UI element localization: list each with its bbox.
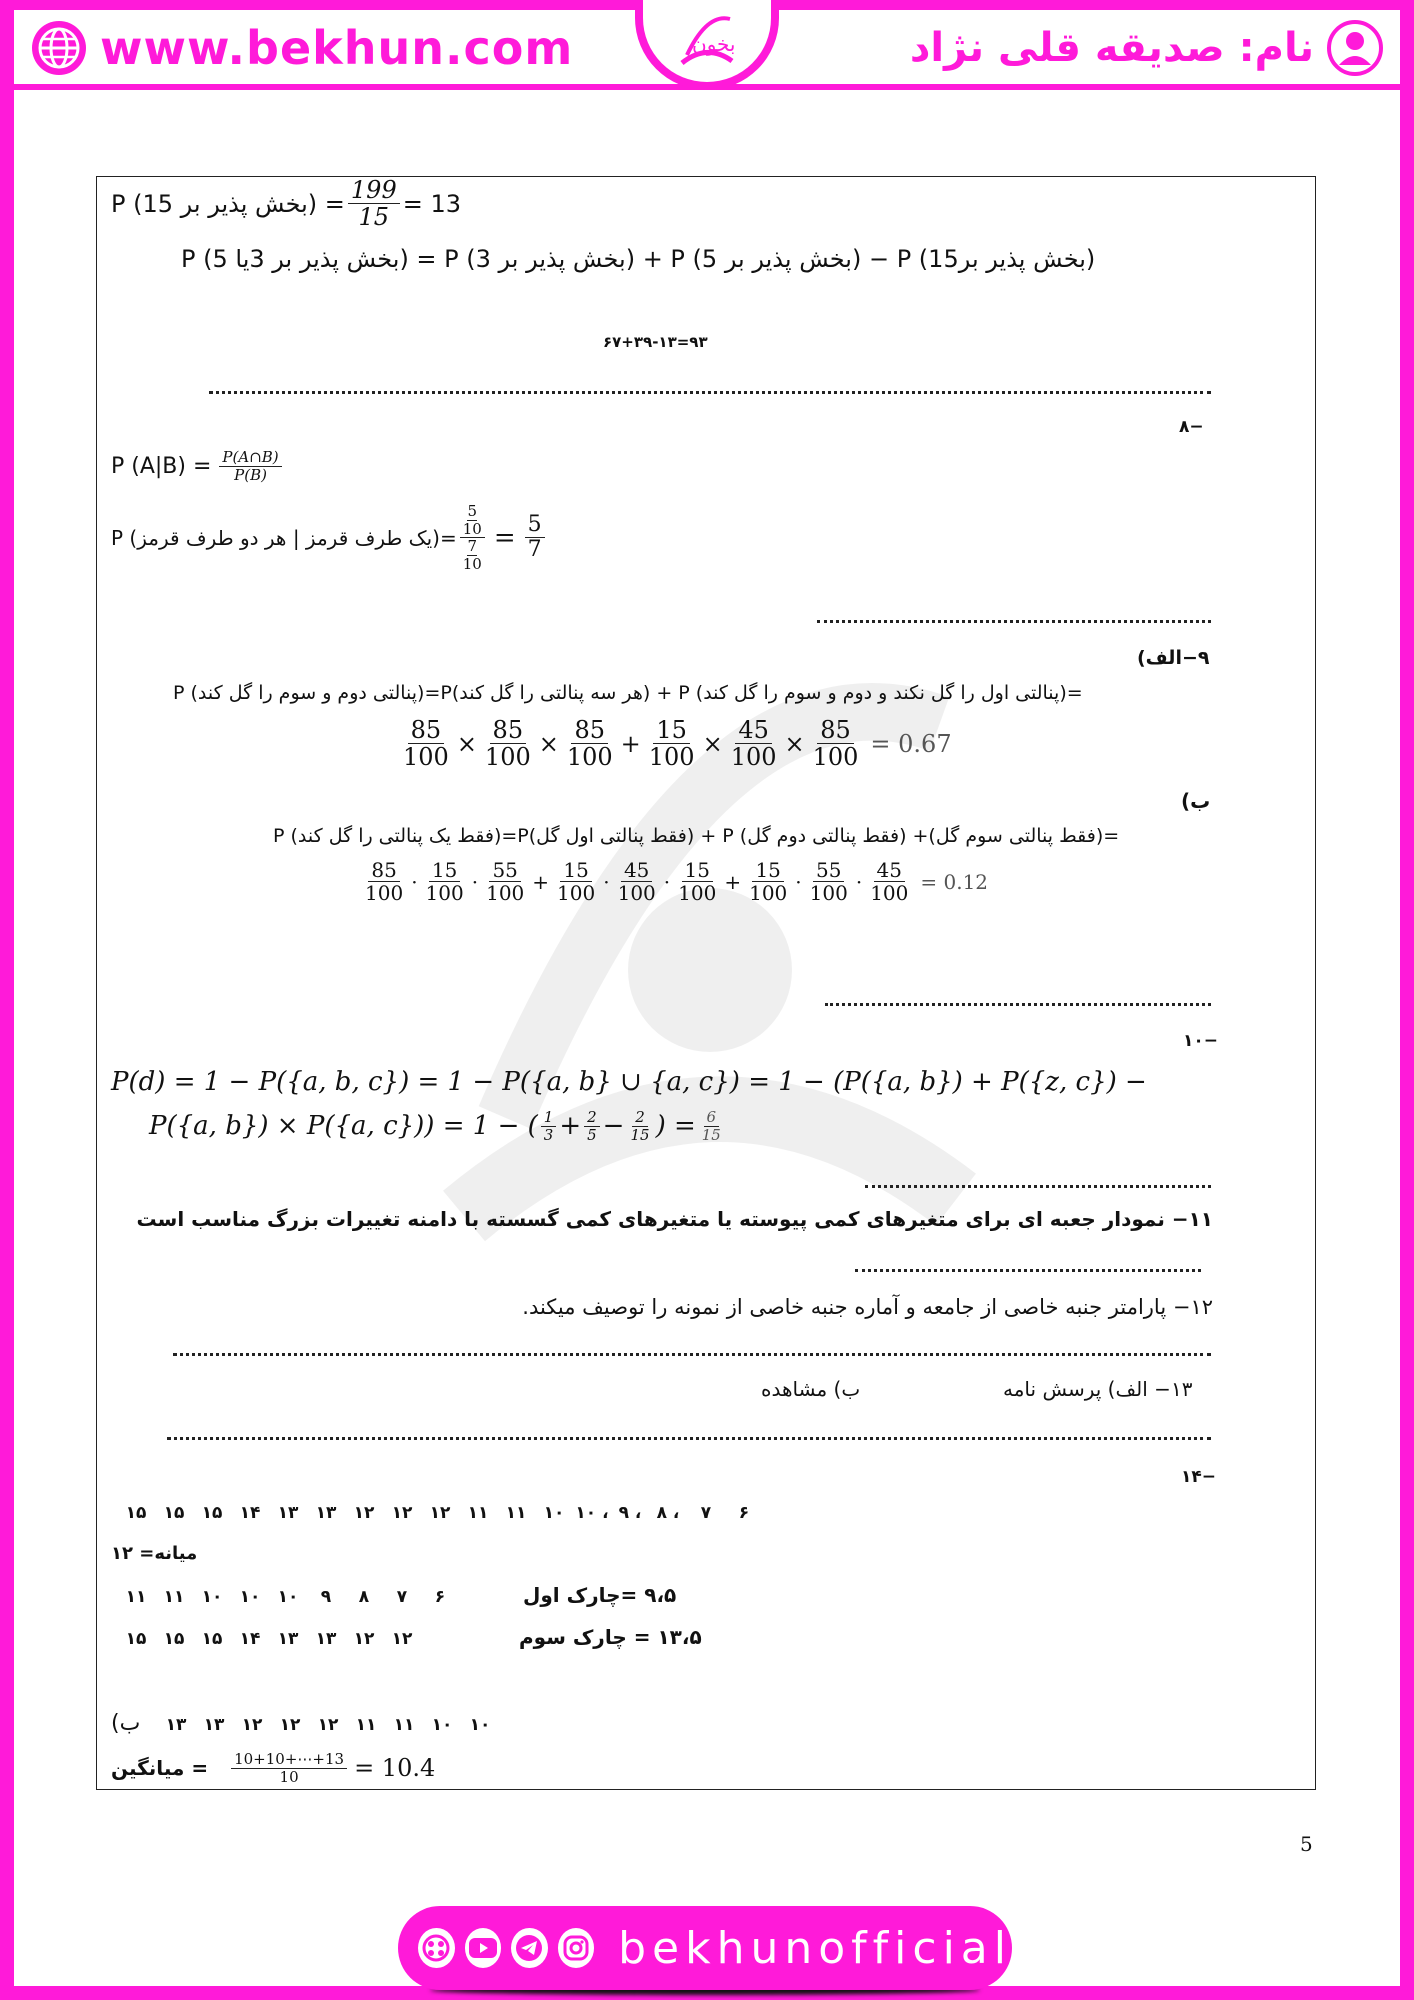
number-cell: ۶ — [738, 1503, 750, 1523]
q7-line1-rhs: = 13 — [402, 189, 461, 218]
q10-frac-3 — [627, 1109, 652, 1143]
q10-line2: P({a, b}) × P({a, c})) = 1 − ( $\frac{1}{3}$ + $\frac{2}{5}$ − $\frac{2}{15}$ ) = $\frac{6}{15}$ — [149, 1109, 727, 1143]
number-cell: ۱۱ — [467, 1503, 489, 1523]
number-cell: ۱۰ — [469, 1715, 491, 1735]
frac-num: 85 — [817, 717, 854, 744]
number-cell: ۱۰ — [543, 1503, 565, 1523]
q10-f1-num: 1 — [541, 1109, 557, 1127]
frac-den: 100 — [809, 881, 848, 905]
operator: × — [702, 729, 723, 758]
q10-line1: P(d) = 1 − P({a, b, c}) = 1 − P({a, b} ∪ {a, c}) = 1 − (P({a, b}) + P({z, c}) − — [111, 1067, 1147, 1097]
operator: · — [411, 869, 418, 894]
site-link[interactable] — [30, 18, 573, 78]
frac-num: 55 — [813, 859, 844, 882]
telegram-icon[interactable] — [511, 1928, 548, 1968]
answer-box — [96, 176, 1316, 1790]
operator: · — [855, 869, 863, 894]
q9-a-text: P (پنالتی دوم و سوم را گل کند)=P(هر سه پنالتی را گل کند) + P (پنالتی اول را گل نکند و دوم و سوم را گل کند)= — [173, 682, 1083, 704]
q9-frac — [746, 859, 790, 904]
q7-fraction — [348, 177, 400, 231]
q13-text-b: ب) مشاهده — [761, 1377, 861, 1401]
q14-b-label: ب) — [111, 1711, 141, 1736]
divider — [855, 1269, 1201, 1272]
q10-f3-num: 2 — [632, 1109, 648, 1127]
number-cell: ۱۴ — [239, 1503, 261, 1523]
q9-result: = 0.67 — [870, 729, 952, 758]
q10-res-num: 6 — [704, 1109, 720, 1127]
q14-mean — [111, 1751, 435, 1785]
divider — [817, 620, 1211, 623]
q8-compound-top — [460, 503, 485, 538]
q8-calc-lhs: P (یک طرف قرمز | هر دو طرف قرمز)= — [111, 525, 457, 550]
q9-frac — [362, 859, 406, 904]
number-cell: ۱۳ — [277, 1629, 299, 1649]
q8-result-num: 5 — [525, 513, 545, 538]
frac-num: 45 — [621, 859, 652, 882]
frac-den: 100 — [870, 881, 909, 905]
number-cell: ۱۲ — [317, 1715, 339, 1735]
number-cell: ۹ ، — [618, 1503, 642, 1523]
page-number: 5 — [1300, 1832, 1313, 1856]
footer-social-bar[interactable] — [398, 1906, 1012, 1990]
q14-median: میانه= ۱۲ — [111, 1543, 198, 1564]
q14-mean-label: = میانگین — [111, 1756, 209, 1780]
number-cell: ۱۲ — [429, 1503, 451, 1523]
number-cell: ۷ — [700, 1503, 712, 1523]
divider — [173, 1353, 1211, 1356]
q10-res-den: 15 — [701, 1125, 721, 1144]
q9-frac — [867, 859, 911, 904]
frac-den: 100 — [730, 743, 777, 772]
q9-frac — [483, 859, 527, 904]
logo-text: بخون — [692, 32, 736, 56]
number-cell: ۱۱ — [125, 1587, 147, 1607]
number-cell: ۱۲ — [241, 1715, 263, 1735]
frac-den: 100 — [678, 881, 717, 905]
q9-b-text: P (فقط یک پنالتی را گل کند)=P(فقط پنالتی اول گل) + P (فقط پنالتی دوم گل) +(فقط پنالتی سوم گل)= — [273, 825, 1120, 847]
q10-f2-den: 5 — [587, 1125, 597, 1144]
number-cell: ۱۵ — [163, 1503, 185, 1523]
user-icon — [1326, 19, 1384, 77]
globe-icon — [30, 19, 88, 77]
q14-label: ۱۴− — [1181, 1467, 1216, 1487]
q10-result-frac — [699, 1109, 724, 1143]
q10-label: ۱۰− — [1183, 1031, 1218, 1051]
number-cell: ۱۰ — [201, 1587, 223, 1607]
operator: × — [456, 729, 477, 758]
q7-line2: P (بخش پذیر بر 3یا 5) = P (بخش پذیر بر 3) + P (بخش پذیر بر 5) − P (بخش پذیر بر15) — [181, 245, 1096, 273]
divider — [825, 1003, 1211, 1006]
q12-text: ۱۲− پارامتر جنبه خاصی از جامعه و آماره جنبه خاصی از نمونه را توصیف میکند. — [522, 1295, 1213, 1319]
frac-den: 100 — [566, 743, 613, 772]
q9-frac — [423, 859, 467, 904]
q8-formula-num: P(A∩B) — [219, 449, 281, 467]
frac-num: 15 — [752, 859, 783, 882]
number-cell: ۱۱ — [163, 1587, 185, 1607]
youtube-icon[interactable] — [465, 1928, 502, 1968]
number-cell: ۶ — [434, 1587, 446, 1607]
frac-den: 100 — [812, 743, 859, 772]
q8-compound-frac — [460, 503, 485, 572]
q8-label: ۸− — [1179, 417, 1204, 437]
number-cell: ۱۳ — [203, 1715, 225, 1735]
number-cell: ۱۰ — [239, 1587, 261, 1607]
number-cell: ۱۵ — [201, 1503, 223, 1523]
frac-num: 15 — [429, 859, 460, 882]
q8-bottom-num: 7 — [467, 537, 478, 555]
q10-f2-num: 2 — [584, 1109, 600, 1127]
number-cell: ۹ — [320, 1587, 332, 1607]
q9-frac — [810, 717, 862, 771]
q9-frac — [807, 859, 851, 904]
operator: × — [538, 729, 559, 758]
frac-num: 15 — [653, 717, 690, 744]
student-name-block — [910, 18, 1384, 78]
q7-frac-den: 15 — [358, 203, 390, 232]
q14-mean-num: 10+10+⋯+13 — [231, 1751, 347, 1769]
q9-frac — [728, 717, 780, 771]
book-logo-icon — [662, 3, 752, 79]
q10-f3-den: 15 — [630, 1125, 650, 1144]
aparat-icon[interactable] — [418, 1928, 455, 1968]
frac-num: 85 — [408, 717, 445, 744]
number-cell: ۱۵ — [201, 1629, 223, 1649]
q9-frac — [675, 859, 719, 904]
q14-q3-label: ۱۳،۵ = چارک سوم — [519, 1625, 702, 1649]
frac-num: 45 — [874, 859, 905, 882]
number-cell: ۱۳ — [315, 1503, 337, 1523]
q14-q3-row — [117, 1629, 421, 1649]
q10-f1-den: 3 — [543, 1125, 554, 1144]
number-cell: ۱۱ — [505, 1503, 527, 1523]
frac-den: 100 — [648, 743, 695, 772]
frac-den: 100 — [365, 881, 404, 905]
q9-label-a: ۹−الف) — [1137, 647, 1210, 669]
q8-result-den: 7 — [527, 537, 542, 562]
q14-mean-frac — [231, 1751, 347, 1785]
number-cell: ۱۱ — [355, 1715, 377, 1735]
number-cell: ۱۰ — [431, 1715, 453, 1735]
q14-mean-result: = 10.4 — [354, 1754, 436, 1782]
q9-frac — [615, 859, 659, 904]
number-cell: ۱۲ — [391, 1629, 413, 1649]
divider — [167, 1437, 1211, 1440]
divider — [865, 1185, 1211, 1188]
frac-num: 15 — [560, 859, 591, 882]
q10-line2-a: P({a, b}) × P({a, c})) = 1 − ( — [149, 1111, 538, 1141]
operator: × — [784, 729, 805, 758]
frac-den: 100 — [484, 743, 531, 772]
frac-num: 85 — [368, 859, 399, 882]
q9-frac — [400, 717, 452, 771]
divider — [209, 391, 1211, 394]
frac-num: 45 — [735, 717, 772, 744]
instagram-icon[interactable] — [558, 1928, 595, 1968]
q8-top-den: 10 — [462, 519, 482, 538]
number-cell: ۱۰ — [277, 1587, 299, 1607]
operator: · — [471, 869, 479, 894]
q14-b-row — [157, 1715, 499, 1735]
number-cell: ۱۵ — [125, 1503, 147, 1523]
operator: · — [663, 869, 671, 894]
number-cell: ۱۵ — [125, 1629, 147, 1649]
q9-b-calc — [359, 859, 988, 904]
q8-top-num: 5 — [467, 502, 478, 520]
q14-q1-row — [117, 1587, 459, 1607]
q8-formula-lhs: P (A|B) = — [111, 453, 212, 479]
operator: + — [620, 729, 641, 758]
q8-formula — [111, 449, 285, 483]
number-cell: ۸ — [358, 1587, 370, 1607]
number-cell: ۱۵ — [163, 1629, 185, 1649]
q7-frac-num: 199 — [348, 177, 400, 204]
site-url[interactable]: www.bekhun.com — [100, 21, 574, 75]
number-cell: ۱۰ ، — [575, 1503, 609, 1523]
frac-num: 55 — [489, 859, 520, 882]
q10-frac-2 — [584, 1109, 600, 1143]
number-cell: ۱۲ — [353, 1503, 375, 1523]
q8-formula-frac — [219, 449, 281, 483]
frac-den: 100 — [749, 881, 788, 905]
operator: · — [795, 869, 802, 894]
number-cell: ۱۱ — [393, 1715, 415, 1735]
q9-frac — [482, 717, 534, 771]
q14-sorted-row — [117, 1503, 763, 1523]
number-cell: ۷ — [396, 1587, 408, 1607]
frac-den: 100 — [403, 743, 449, 772]
number-cell: ۱۲ — [279, 1715, 301, 1735]
student-name: نام: صدیقه قلی نژاد — [909, 25, 1314, 71]
frac-num: 85 — [571, 717, 608, 744]
number-cell: ۸ ، — [656, 1503, 680, 1523]
footer-handle[interactable]: bekhunofficial — [618, 1922, 1012, 1974]
frac-den: 100 — [486, 881, 525, 905]
frac-den: 100 — [425, 881, 464, 905]
number-cell: ۱۳ — [165, 1715, 187, 1735]
frac-num: 15 — [682, 859, 713, 882]
q7-line3: ۶۷+۳۹-۱۳=۹۳ — [603, 333, 708, 351]
q9-frac — [554, 859, 598, 904]
number-cell: ۱۳ — [277, 1503, 299, 1523]
q9-frac — [564, 717, 616, 771]
q13-text-a: ۱۳− الف) پرسش نامه — [1003, 1377, 1193, 1401]
q8-result-frac — [525, 513, 545, 562]
q14-q1-label: ۹،۵ =چارک اول — [523, 1583, 677, 1607]
q9-label-b: ب) — [1181, 789, 1211, 813]
frac-den: 100 — [557, 881, 596, 905]
q10-line2-b: ) = — [655, 1111, 696, 1141]
q9-frac — [646, 717, 698, 771]
number-cell: ۱۲ — [391, 1503, 413, 1523]
operator: · — [603, 869, 610, 894]
number-cell: ۱۴ — [239, 1629, 261, 1649]
q7-line1-lhs: P (بخش پذیر بر 15) = — [111, 189, 345, 218]
frac-num: 85 — [490, 717, 527, 744]
q8-bottom-den: 10 — [462, 554, 482, 573]
frac-den: 100 — [617, 881, 656, 905]
number-cell: ۱۲ — [353, 1629, 375, 1649]
number-cell: ۱۳ — [315, 1629, 337, 1649]
q11-text: ۱۱− نمودار جعبه ای برای متغیرهای کمی پیوسته یا متغیرهای کمی گسسته با دامنه تغییرات بزرگ مناسب است — [136, 1207, 1213, 1231]
q9-a-calc — [397, 717, 952, 771]
operator: + — [532, 869, 550, 894]
q8-calc: P (یک طرف قرمز | هر دو طرف قرمز)= $\frac{\frac{5}{10}}{\frac{7}{10}}$ = $\frac{5}{7}$ — [111, 503, 548, 572]
q8-formula-den: P(B) — [234, 465, 267, 484]
q10-frac-1 — [541, 1109, 557, 1143]
q8-compound-bottom — [460, 538, 485, 572]
q14-mean-den: 10 — [279, 1767, 299, 1786]
operator: + — [724, 869, 742, 894]
q7-line1 — [111, 177, 461, 231]
q9-result: = 0.12 — [920, 869, 989, 894]
